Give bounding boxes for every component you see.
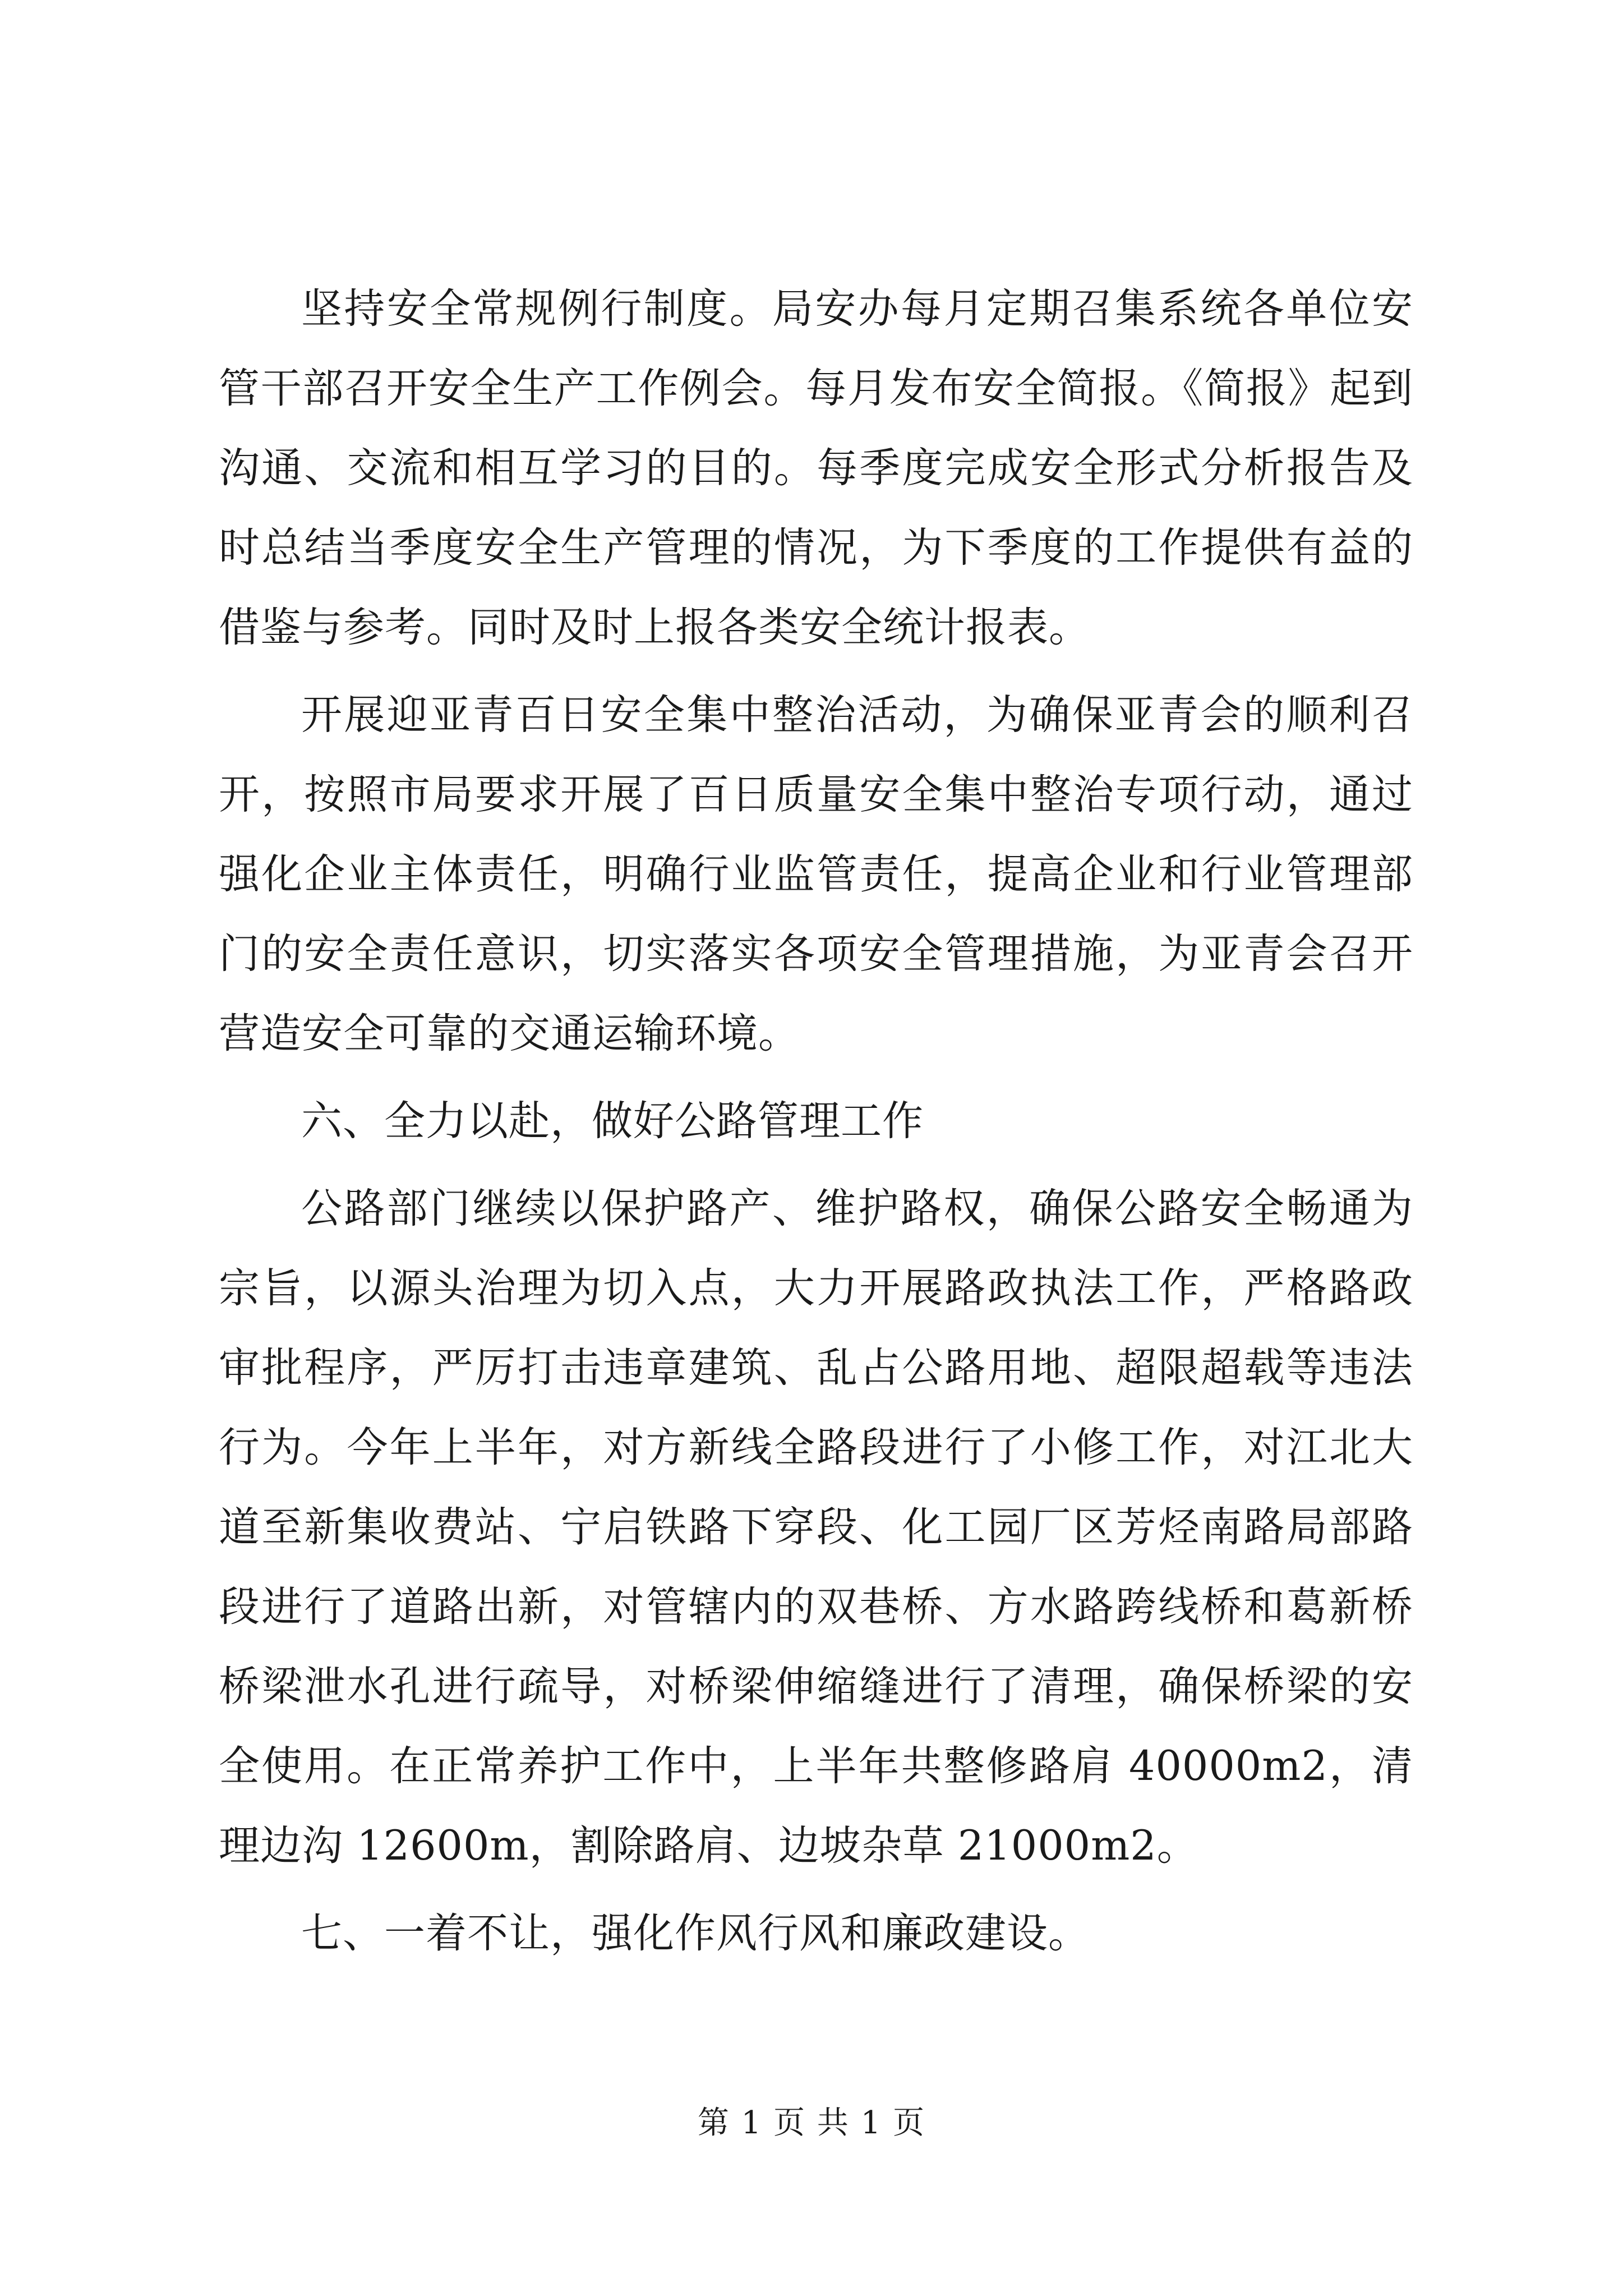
section-heading-integrity: 七、一着不让，强化作风行风和廉政建设。 xyxy=(301,1910,1090,1957)
document-body xyxy=(219,269,1413,1981)
paragraph-road-management: 公路部门继续以保护路产、维护路权，确保公路安全畅通为宗旨，以源头治理为切入点，大力开展路政执法工作，严格路政审批程序，严厉打击违章建筑、乱占公路用地、超限超载等违法行为。今年上半年，对方新线全路段进行了小修工作，对江北大道至新集收费站、宁启铁路下穿段、化工园厂区芳烃南路局部路段进行了道路出新，对管辖内的双巷桥、方水路跨线桥和葛新桥桥梁泄水孔进行疏导，对桥梁伸缩缝进行了清理，确保桥梁的安全使用。在正常养护工作中，上半年共整修路肩 40000m2，清理边沟 12600m，割除路肩、边坡杂草 21000m2。 xyxy=(219,1185,1413,1870)
paragraph-safety-routine: 坚持安全常规例行制度。局安办每月定期召集系统各单位安管干部召开安全生产工作例会。每月发布安全简报。《简报》起到沟通、交流和相互学习的目的。每季度完成安全形式分析报告及时总结当季度安全生产管理的情况，为下季度的工作提供有益的借鉴与参考。同时及时上报各类安全统计报表。 xyxy=(219,285,1413,651)
page-number-footer: 第 1 页 共 1 页 xyxy=(697,2105,926,2141)
paragraph-youth-games-campaign: 开展迎亚青百日安全集中整治活动，为确保亚青会的顺利召开，按照市局要求开展了百日质量安全集中整治专项行动，通过强化企业主体责任，明确行业监管责任，提高企业和行业管理部门的安全责任意识，切实落实各项安全管理措施，为亚青会召开营造安全可靠的交通运输环境。 xyxy=(219,691,1413,1057)
section-heading-road-management: 六、全力以赴，做好公路管理工作 xyxy=(301,1097,924,1145)
